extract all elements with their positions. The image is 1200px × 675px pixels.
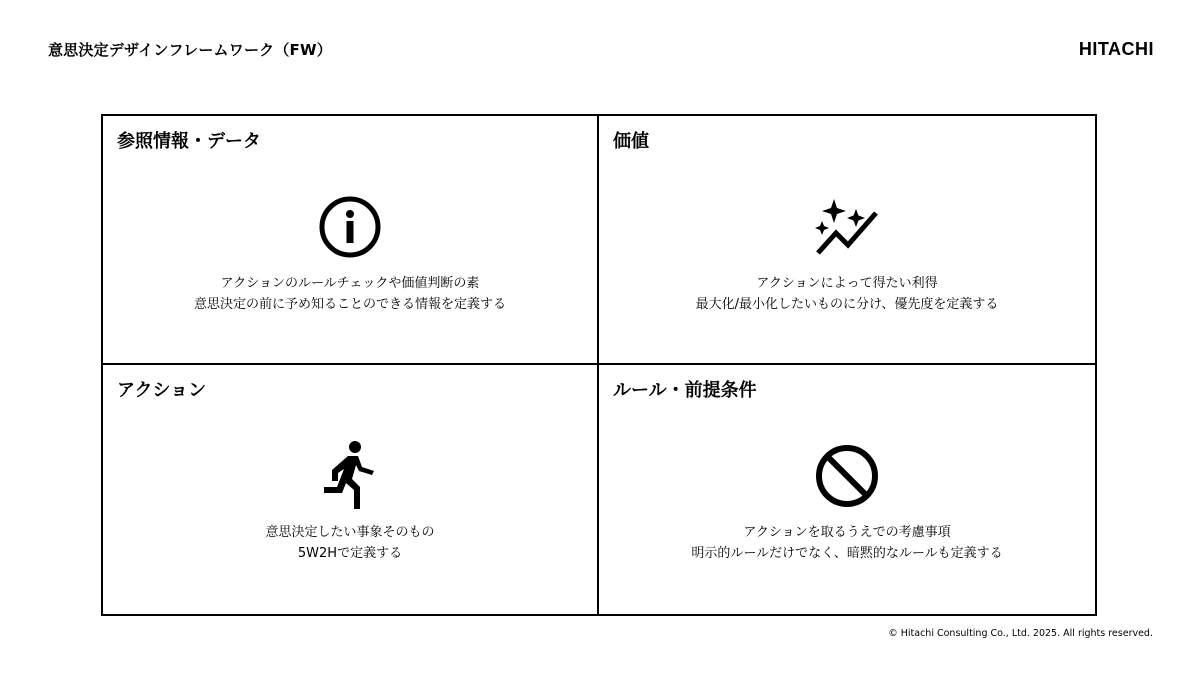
cell-description-line: アクションによって得たい利得 xyxy=(756,276,938,291)
page-title: 意思決定デザインフレームワーク（FW） xyxy=(48,41,332,59)
cell-title: 参照情報・データ xyxy=(117,131,261,152)
cell-description-line: アクションを取るうえでの考慮事項 xyxy=(743,525,951,540)
prohibited-icon xyxy=(812,441,882,511)
cell-value xyxy=(599,116,1095,365)
cell-title: アクション xyxy=(117,380,207,401)
hitachi-logo: HITACHI xyxy=(1078,39,1154,59)
cell-description-line: 明示的ルールだけでなく、暗黙的なルールも定義する xyxy=(691,546,1003,561)
cell-description xyxy=(103,522,597,564)
cell-reference-data xyxy=(103,116,599,365)
cell-description-line: アクションのルールチェックや価値判断の素 xyxy=(220,276,480,291)
cell-description-line: 5W2Hで定義する xyxy=(297,546,403,561)
framework-grid xyxy=(101,114,1097,616)
cell-description-line: 最大化/最小化したいものに分け、優先度を定義する xyxy=(695,297,999,312)
cell-description xyxy=(103,273,597,315)
sparkle-trend-icon xyxy=(812,192,882,262)
cell-description xyxy=(599,522,1095,564)
cell-action xyxy=(103,365,599,614)
cell-title: ルール・前提条件 xyxy=(613,380,757,401)
cell-rules-preconditions xyxy=(599,365,1095,614)
copyright-notice: © Hitachi Consulting Co., Ltd. 2025. All rights reserved. xyxy=(888,628,1153,639)
cell-title: 価値 xyxy=(613,131,649,152)
running-person-icon xyxy=(315,441,385,511)
cell-description xyxy=(599,273,1095,315)
cell-description-line: 意思決定したい事象そのもの xyxy=(265,525,435,540)
cell-description-line: 意思決定の前に予め知ることのできる情報を定義する xyxy=(193,297,506,312)
info-icon xyxy=(315,192,385,262)
